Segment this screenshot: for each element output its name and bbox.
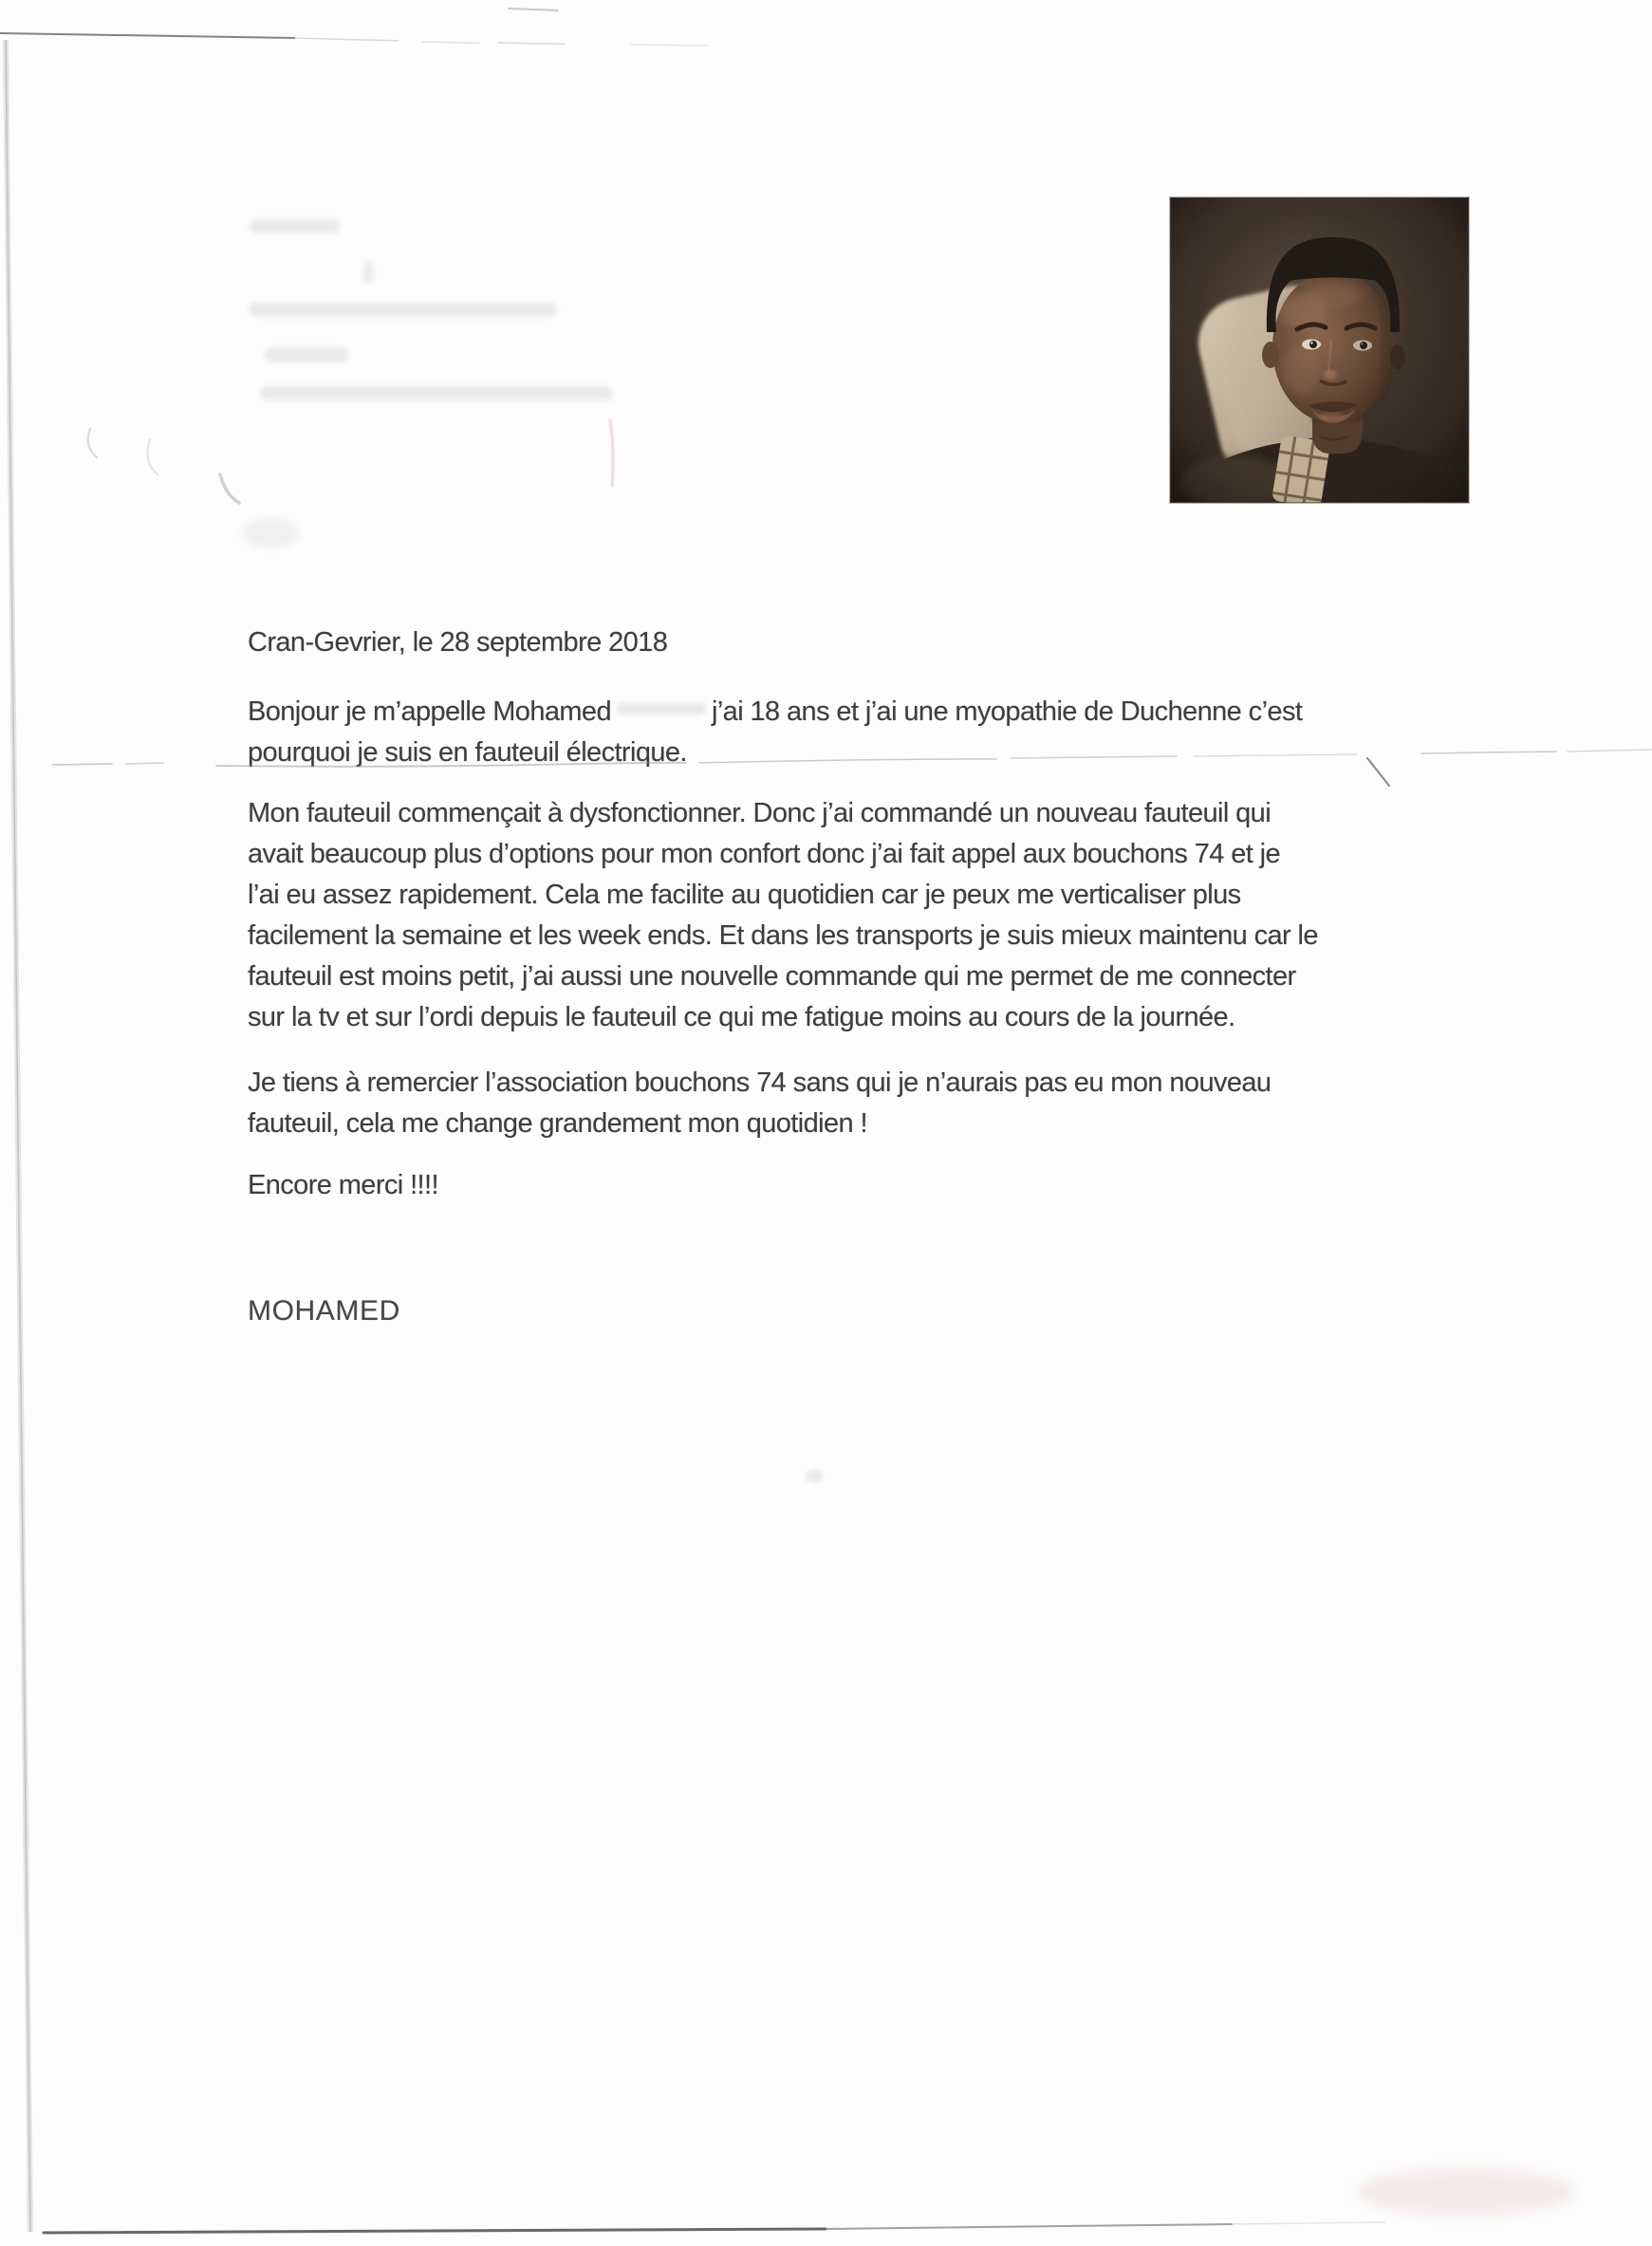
page-bottom-edge (44, 2222, 1385, 2233)
top-center-dash (509, 9, 558, 10)
pink-smudge-bottom-right (1357, 2169, 1575, 2215)
intro-line-2: pourquoi je suis en fauteuil électrique. (248, 737, 687, 768)
closing-text: Encore merci !!!! (248, 1170, 438, 1200)
body-line: sur la tv et sur l’ordi depuis le fauteuil ce qui me fatigue moins au cours de la journée. (248, 1002, 1235, 1032)
body-line: l’ai eu assez rapidement. Cela me facilite au quotidien car je peux me verticaliser plus (248, 880, 1241, 910)
letter-paragraph-thanks (248, 1063, 1271, 1144)
signature-text: MOHAMED (248, 1295, 400, 1327)
pink-streak-smudge (610, 420, 613, 486)
intro-after-name: j’ai 18 ans et j’ai une myopathie de Duchenne c’est (711, 696, 1303, 727)
letter-date-line (248, 622, 667, 663)
letter-paragraph-intro (248, 692, 1302, 773)
letter-closing (248, 1165, 438, 1206)
intro-line-1 (248, 692, 1302, 733)
date-text: Cran-Gevrier, le 28 septembre 2018 (248, 627, 668, 658)
letter-signature (248, 1290, 400, 1331)
faded-address-smudge (249, 219, 613, 400)
faded-name-smudge (611, 701, 712, 720)
body-line: Mon fauteuil commençait à dysfonctionner. Donc j’ai commandé un nouveau fauteuil qui (248, 798, 1271, 828)
intro-before-name: Bonjour je m’appelle Mohamed (248, 696, 611, 727)
page-top-edge-crease (0, 9, 707, 46)
page-left-edge (6, 40, 30, 2232)
body-line: fauteuil est moins petit, j’ai aussi une nouvelle commande qui me permet de me connecter (248, 961, 1296, 992)
thanks-line: Je tiens à remercier l’association bouchons 74 sans qui je n’aurais pas eu mon nouveau (248, 1067, 1271, 1098)
portrait-photo-graphic (1170, 197, 1469, 503)
crease-backslash-mark (1367, 758, 1389, 786)
body-line: avait beaucoup plus d’options pour mon confort donc j’ai fait appel aux bouchons 74 et je (248, 839, 1281, 869)
author-portrait-photo (1170, 197, 1469, 503)
letter-paragraph-wheelchair (248, 793, 1318, 1038)
body-line: facilement la semaine et les week ends. Et dans les transports je suis mieux maintenu car le (248, 920, 1318, 951)
thanks-line: fauteuil, cela me change grandement mon quotidien ! (248, 1108, 867, 1139)
